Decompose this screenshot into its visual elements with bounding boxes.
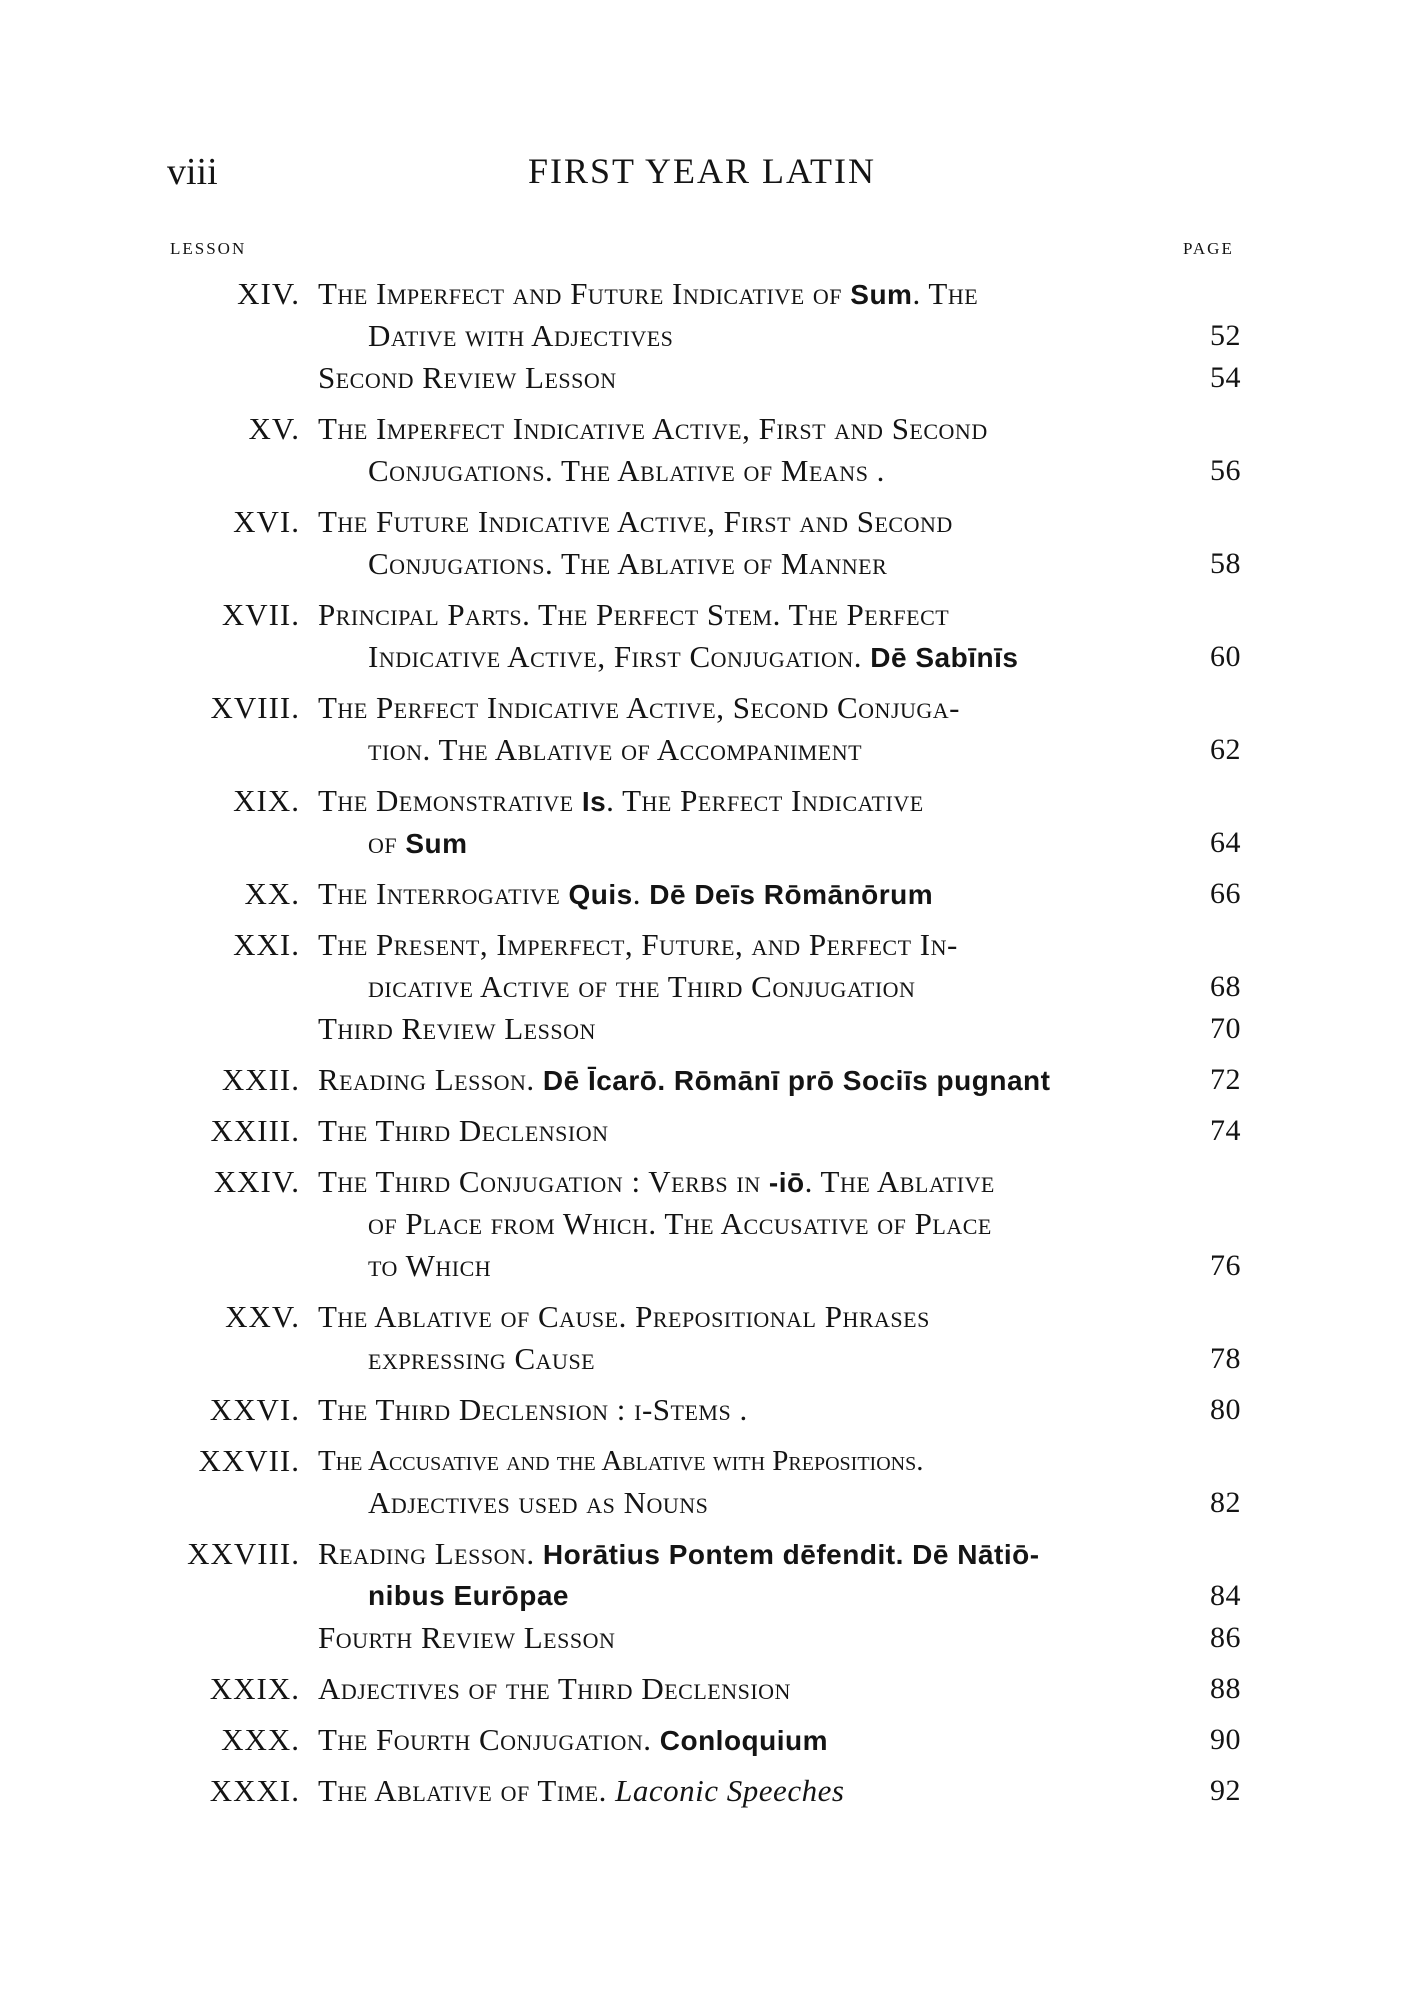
lesson-title: The Ablative of Time. Laconic Speeches <box>318 1773 845 1808</box>
page-number: 58 <box>1210 547 1241 580</box>
page-number: 72 <box>1210 1063 1241 1096</box>
toc-line <box>0 542 1404 586</box>
page-column-label: PAGE <box>1183 239 1234 258</box>
toc-line <box>0 965 1404 1009</box>
review-lesson-title: Second Review Lesson <box>318 360 617 395</box>
page-number: 82 <box>1210 1486 1241 1519</box>
running-title: FIRST YEAR LATIN <box>527 151 877 191</box>
toc-line <box>0 1058 1404 1102</box>
toc-line <box>0 1481 1404 1525</box>
page-number: 90 <box>1210 1723 1241 1756</box>
lesson-title-continued: tion. The Ablative of Accompaniment <box>368 732 863 767</box>
lesson-title: The Third Conjugation : Verbs in -iō. The Ablative <box>318 1164 995 1199</box>
toc-line <box>0 1532 1404 1576</box>
toc-line <box>0 1616 1404 1660</box>
page-number: 76 <box>1210 1249 1241 1282</box>
lesson-title: The Imperfect and Future Indicative of Sum. The <box>318 276 979 311</box>
lesson-title: The Present, Imperfect, Future, and Perfect In- <box>318 927 958 962</box>
lesson-title-continued: of Sum <box>368 825 468 860</box>
toc-line <box>0 449 1404 493</box>
lesson-title: Reading Lesson. Horātius Pontem dēfendit. Dē Nātiō- <box>318 1536 1040 1571</box>
page-number: 80 <box>1210 1393 1241 1426</box>
lesson-title-continued: expressing Cause <box>368 1341 596 1376</box>
lesson-number: XXIX. <box>209 1671 300 1706</box>
lesson-title-continued: Adjectives used as Nouns <box>368 1485 709 1520</box>
toc-line <box>0 1388 1404 1432</box>
lesson-column-label: LESSON <box>170 239 247 258</box>
lesson-title: The Accusative and the Ablative with Prepositions. <box>318 1445 924 1477</box>
page-number: 84 <box>1210 1579 1241 1612</box>
toc-line <box>0 1718 1404 1762</box>
lesson-number: XX. <box>244 876 300 911</box>
lesson-title-continued: Conjugations. The Ablative of Means . <box>368 453 885 488</box>
lesson-number: XXII. <box>221 1062 300 1097</box>
toc-line <box>0 500 1404 544</box>
lesson-number: XIX. <box>233 783 300 818</box>
lesson-title: The Ablative of Cause. Prepositional Phrases <box>318 1299 930 1334</box>
lesson-title: Principal Parts. The Perfect Stem. The Perfect <box>318 597 950 632</box>
page-number: 70 <box>1210 1012 1241 1045</box>
page-number: 78 <box>1210 1342 1241 1375</box>
lesson-number: XXIII. <box>210 1113 300 1148</box>
page-number: 62 <box>1210 733 1241 766</box>
page-folio: viii <box>167 151 218 193</box>
lesson-title: The Demonstrative Is. The Perfect Indicative <box>318 783 924 818</box>
lesson-number: XVI. <box>233 504 300 539</box>
lesson-title: The Perfect Indicative Active, Second Conjuga- <box>318 690 960 725</box>
lesson-title: The Third Declension <box>318 1113 609 1148</box>
lesson-title: The Interrogative Quis. Dē Deīs Rōmānōrum <box>318 876 934 911</box>
review-lesson-title: Fourth Review Lesson <box>318 1620 616 1655</box>
lesson-title-continued: to Which <box>368 1248 492 1283</box>
toc-line <box>0 356 1404 400</box>
lesson-title: The Imperfect Indicative Active, First and Second <box>318 411 988 446</box>
toc-line <box>0 779 1404 823</box>
lesson-title-continued: dicative Active of the Third Conjugation <box>368 969 916 1004</box>
toc-line <box>0 635 1404 679</box>
toc-line <box>0 407 1404 451</box>
toc-line <box>0 272 1404 316</box>
lesson-title-continued: Conjugations. The Ablative of Manner <box>368 546 888 581</box>
lesson-title-continued: Indicative Active, First Conjugation. Dē Sabīnīs <box>368 639 1019 674</box>
lesson-title: The Future Indicative Active, First and Second <box>318 504 953 539</box>
lesson-number: XVIII. <box>210 690 300 725</box>
toc-line <box>0 1007 1404 1051</box>
toc-line <box>0 1574 1404 1618</box>
lesson-title: The Fourth Conjugation. Conloquium <box>318 1722 829 1757</box>
lesson-number: XXX. <box>221 1722 300 1757</box>
page-number: 54 <box>1210 361 1241 394</box>
toc-line <box>0 1667 1404 1711</box>
lesson-number: XXIV. <box>213 1164 300 1199</box>
toc-line <box>0 1337 1404 1381</box>
lesson-number: XXV. <box>225 1299 300 1334</box>
lesson-title: The Third Declension : i-Stems . <box>318 1392 748 1427</box>
toc-line <box>0 1160 1404 1204</box>
lesson-title-continued: of Place from Which. The Accusative of Place <box>368 1206 992 1241</box>
review-lesson-title: Third Review Lesson <box>318 1011 596 1046</box>
toc-line <box>0 1202 1404 1246</box>
lesson-title-continued: Dative with Adjectives <box>368 318 674 353</box>
page-number: 60 <box>1210 640 1241 673</box>
toc-line <box>0 686 1404 730</box>
lesson-number: XXXI. <box>209 1773 300 1808</box>
toc-line <box>0 314 1404 358</box>
lesson-number: XIV. <box>237 276 300 311</box>
toc-line <box>0 1295 1404 1339</box>
toc-line <box>0 1244 1404 1288</box>
toc-line <box>0 1769 1404 1813</box>
page-number: 56 <box>1210 454 1241 487</box>
lesson-title-continued: nibus Eurōpae <box>368 1580 569 1611</box>
toc-line <box>0 872 1404 916</box>
lesson-title: Reading Lesson. Dē Īcarō. Rōmānī prō Sociīs pugnant <box>318 1062 1051 1097</box>
toc-line <box>0 593 1404 637</box>
toc-line <box>0 1109 1404 1153</box>
page-number: 64 <box>1210 826 1241 859</box>
lesson-number: XV. <box>248 411 300 446</box>
lesson-title: Adjectives of the Third Declension <box>318 1671 791 1706</box>
lesson-number: XVII. <box>221 597 300 632</box>
lesson-number: XXVIII. <box>187 1536 300 1571</box>
toc-line <box>0 821 1404 865</box>
page-number: 68 <box>1210 970 1241 1003</box>
page-number: 66 <box>1210 877 1241 910</box>
page-number: 86 <box>1210 1621 1241 1654</box>
lesson-number: XXI. <box>233 927 300 962</box>
toc-line <box>0 1439 1404 1483</box>
lesson-number: XXVI. <box>209 1392 300 1427</box>
toc-line <box>0 923 1404 967</box>
toc-line <box>0 728 1404 772</box>
page-number: 52 <box>1210 319 1241 352</box>
page-number: 88 <box>1210 1672 1241 1705</box>
page-number: 92 <box>1210 1774 1241 1807</box>
page-number: 74 <box>1210 1114 1241 1147</box>
lesson-number: XXVII. <box>198 1443 300 1478</box>
